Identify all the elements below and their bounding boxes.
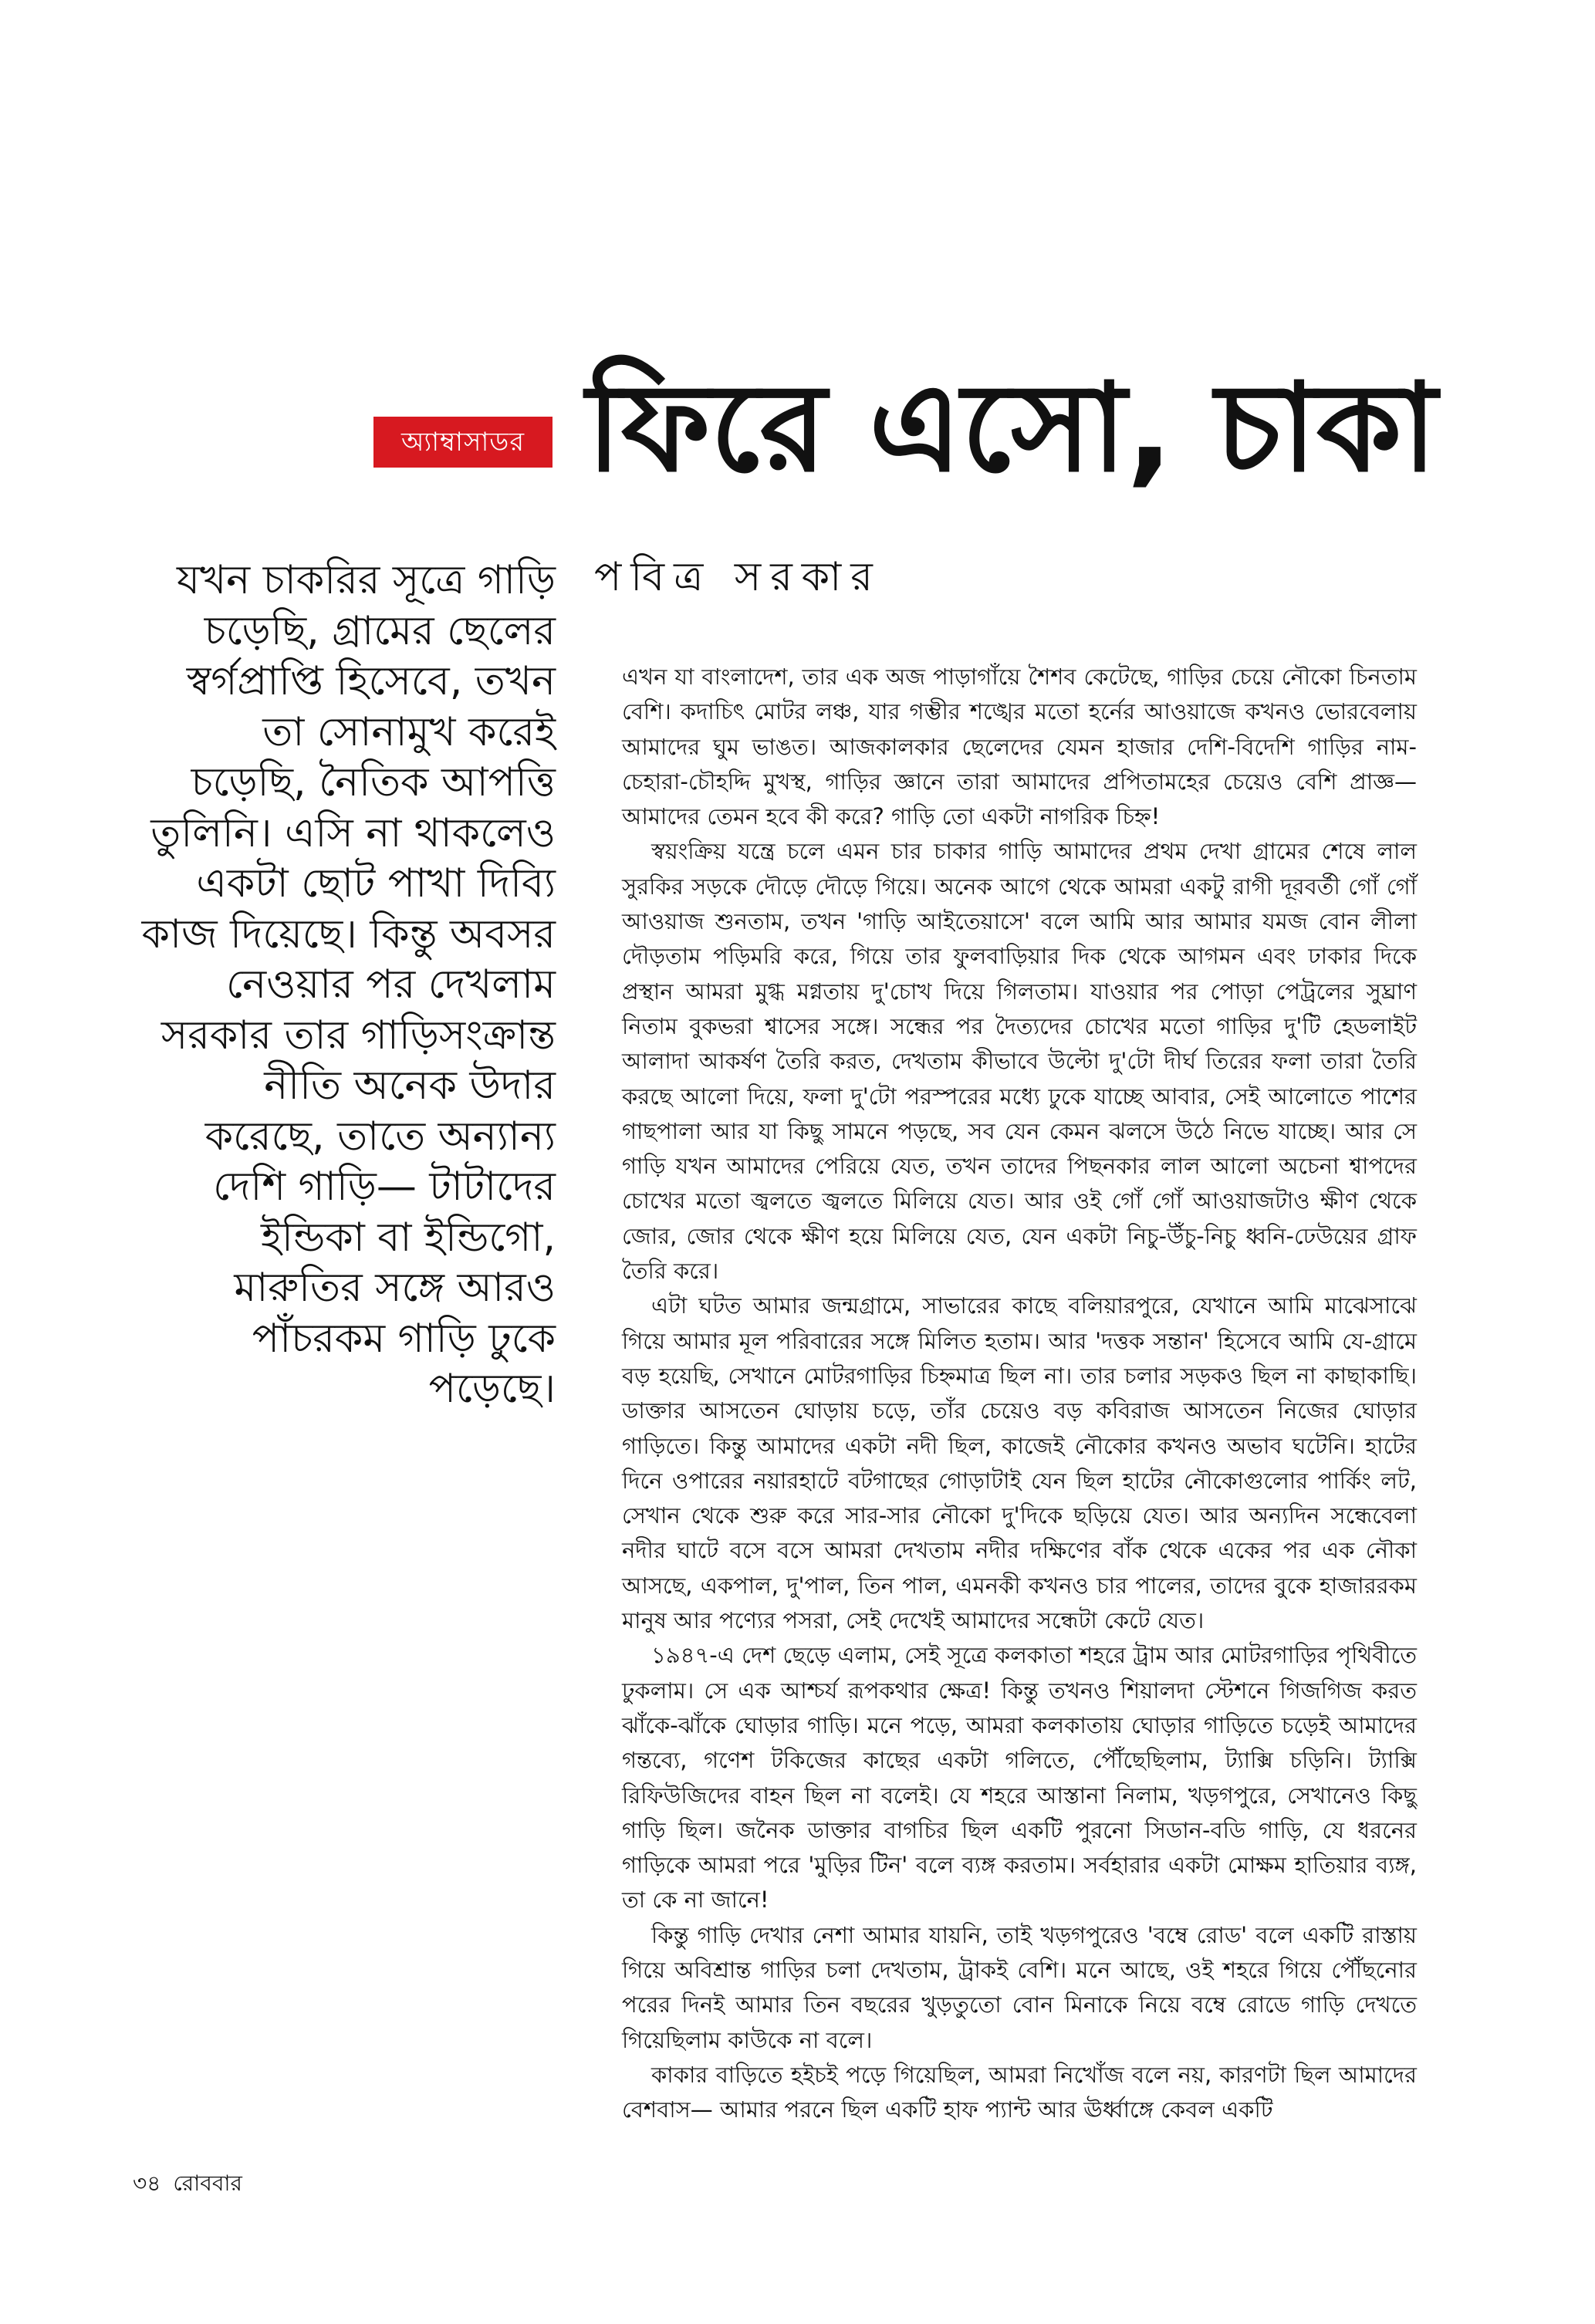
pull-quote-text: যখন চাকরির সূত্রে গাড়ি চড়েছি, গ্রামের ছেলের স্বর্গপ্রাপ্তি হিসেবে, তখন তা সোনামুখ করেই চড়েছি, নৈতিক আপত্তি তুলিনি। এসি না থাকলেও একটা ছোট পাখা দিব্যি কাজ দিয়েছে। কিন্তু অবসর নেওয়ার পর দেখলাম সরকার তার গাড়িসংক্রান্ত নীতি অনেক উদার করেছে, তাতে অন্যান্য দেশি গাড়ি— টাটাদের ইন্ডিকা বা ইন্ডিগো, মারুতির সঙ্গে আরও পাঁচরকম গাড়ি ঢুকে পড়েছে। — [141, 557, 556, 1412]
body-paragraph: ১৯৪৭-এ দেশ ছেড়ে এলাম, সেই সূত্রে কলকাতা শহরে ট্রাম আর মোটরগাড়ির পৃথিবীতে ঢুকলাম। সে এক আশ্চর্য রূপকথার ক্ষেত্র! কিন্তু তখনও শিয়ালদা স্টেশনে গিজগিজ করত ঝাঁকে-ঝাঁকে ঘোড়ার গাড়ি। মনে পড়ে, আমরা কলকাতায় ঘোড়ার গাড়িতে চড়েই আমাদের গন্তব্যে, গণেশ টকিজের কাছের একটা গলিতে, পৌঁছেছিলাম, ট্যাক্সি চড়িনি। ট্যাক্সি রিফিউজিদের বাহন ছিল না বলেই। যে শহরে আস্তানা নিলাম, খড়গপুরে, সেখানেও কিছু গাড়ি ছিল। জনৈক ডাক্তার বাগচির ছিল একটি পুরনো সিডান-বডি গাড়ি, যে ধরনের গাড়িকে আমরা পরে 'মুড়ির টিন' বলে ব্যঙ্গ করতাম। সর্বহারার একটা মোক্ষম হাতিয়ার ব্যঙ্গ, তা কে না জানে! — [622, 1642, 1417, 1914]
publication-name: রোববার — [173, 2170, 242, 2196]
pull-quote — [139, 556, 556, 1682]
body-paragraph: কাকার বাড়িতে হইচই পড়ে গিয়েছিল, আমরা নিখোঁজ বলে নয়, কারণটা ছিল আমাদের বেশবাস— আমার পরনে ছিল একটি হাফ প্যান্ট আর ঊর্ধ্বাঙ্গে কেবল একটি — [622, 2061, 1417, 2123]
author-byline: পবিত্র সরকার — [594, 554, 882, 600]
section-tag: অ্যাম্বাসাডর — [373, 417, 553, 468]
article-body — [622, 660, 1417, 2172]
body-paragraph: এখন যা বাংলাদেশ, তার এক অজ পাড়াগাঁয়ে শৈশব কেটেছে, গাড়ির চেয়ে নৌকো চিনতাম বেশি। কদাচিৎ মোটর লঞ্চ, যার গম্ভীর শঙ্খের মতো হর্নের আওয়াজে কখনও ভোরবেলায় আমাদের ঘুম ভাঙত। আজকালকার ছেলেদের যেমন হাজার দেশি-বিদেশি গাড়ির নাম-চেহারা-চৌহদ্দি মুখস্থ, গাড়ির জ্ঞানে তারা আমাদের প্রপিতামহের চেয়েও বেশি প্রাজ্ঞ— আমাদের তেমন হবে কী করে? গাড়ি তো একটা নাগরিক চিহ্ন! — [622, 664, 1417, 830]
body-paragraph: স্বয়ংক্রিয় যন্ত্রে চলে এমন চার চাকার গাড়ি আমাদের প্রথম দেখা গ্রামের শেষে লাল সুরকির সড়কে দৌড়ে দৌড়ে গিয়ে। অনেক আগে থেকে আমরা একটু রাগী দূরবর্তী গোঁ গোঁ আওয়াজ শুনতাম, তখন 'গাড়ি আইতেয়াসে' বলে আমি আর আমার যমজ বোন লীলা দৌড়তাম পড়িমরি করে, গিয়ে তার ফুলবাড়িয়ার দিক থেকে আগমন এবং ঢাকার দিকে প্রস্থান আমরা মুগ্ধ মগ্নতায় দু'চোখ দিয়ে গিলতাম। যাওয়ার পর পোড়া পেট্রলের সুঘ্রাণ নিতাম বুকভরা শ্বাসের সঙ্গে। সন্ধের পর দৈত্যদের চোখের মতো গাড়ির দু'টি হেডলাইট আলাদা আকর্ষণ তৈরি করত, দেখতাম কীভাবে উল্টো দু'টো দীর্ঘ তিরের ফলা তারা তৈরি করছে আলো দিয়ে, ফলা দু'টো পরস্পরের মধ্যে ঢুকে যাচ্ছে আবার, সেই আলোতে পাশের গাছপালা আর যা কিছু সামনে পড়ছে, সব যেন কেমন ঝলসে উঠে নিভে যাচ্ছে। আর সে গাড়ি যখন আমাদের পেরিয়ে যেত, তখন তাদের পিছনকার লাল আলো অচেনা শ্বাপদের চোখের মতো জ্বলতে জ্বলতে মিলিয়ে যেত। আর ওই গোঁ গোঁ আওয়াজটাও ক্ষীণ থেকে জোর, জোর থেকে ক্ষীণ হয়ে মিলিয়ে যেত, যেন একটা নিচু-উঁচু-নিচু ধ্বনি-ঢেউয়ের গ্রাফ তৈরি করে। — [622, 838, 1417, 1285]
body-paragraph: এটা ঘটত আমার জন্মগ্রামে, সাভারের কাছে বলিয়ারপুরে, যেখানে আমি মাঝেসাঝে গিয়ে আমার মূল পরিবারের সঙ্গে মিলিত হতাম। আর 'দত্তক সন্তান' হিসেবে আমি যে-গ্রামে বড় হয়েছি, সেখানে মোটরগাড়ির চিহ্নমাত্র ছিল না। তার চলার সড়কও ছিল না কাছাকাছি। ডাক্তার আসতেন ঘোড়ায় চড়ে, তাঁর চেয়েও বড় কবিরাজ আসতেন নিজের ঘোড়ার গাড়িতে। কিন্তু আমাদের একটা নদী ছিল, কাজেই নৌকোর কখনও অভাব ঘটেনি। হাটের দিনে ওপারের নয়ারহাটে বটগাছের গোড়াটাই যেন ছিল হাটের নৌকোগুলোর পার্কিং লট, সেখান থেকে শুরু করে সার-সার নৌকো দু'দিকে ছড়িয়ে যেত। আর অন্যদিন সন্ধেবেলা নদীর ঘাটে বসে বসে আমরা দেখতাম নদীর দক্ষিণের বাঁক থেকে একের পর এক নৌকা আসছে, একপাল, দু'পাল, তিন পাল, এমনকী কখনও চার পালের, তাদের বুকে হাজাররকম মানুষ আর পণ্যের পসরা, সেই দেখেই আমাদের সন্ধেটা কেটে যেত। — [622, 1292, 1417, 1634]
page-footer — [133, 2165, 333, 2202]
body-paragraph: কিন্তু গাড়ি দেখার নেশা আমার যায়নি, তাই খড়গপুরেও 'বম্বে রোড' বলে একটি রাস্তায় গিয়ে অবিশ্রান্ত গাড়ির চলা দেখতাম, ট্রাকই বেশি। মনে আছে, ওই শহরে গিয়ে পৌঁছনোর পরের দিনই আমার তিন বছরের খুড়তুতো বোন মিনাকে নিয়ে বম্বে রোডে গাড়ি দেখতে গিয়েছিলাম কাউকে না বলে। — [622, 1921, 1417, 2053]
article-title: ফিরে এসো, চাকা — [586, 357, 1438, 499]
page-number: ৩৪ — [133, 2170, 161, 2196]
